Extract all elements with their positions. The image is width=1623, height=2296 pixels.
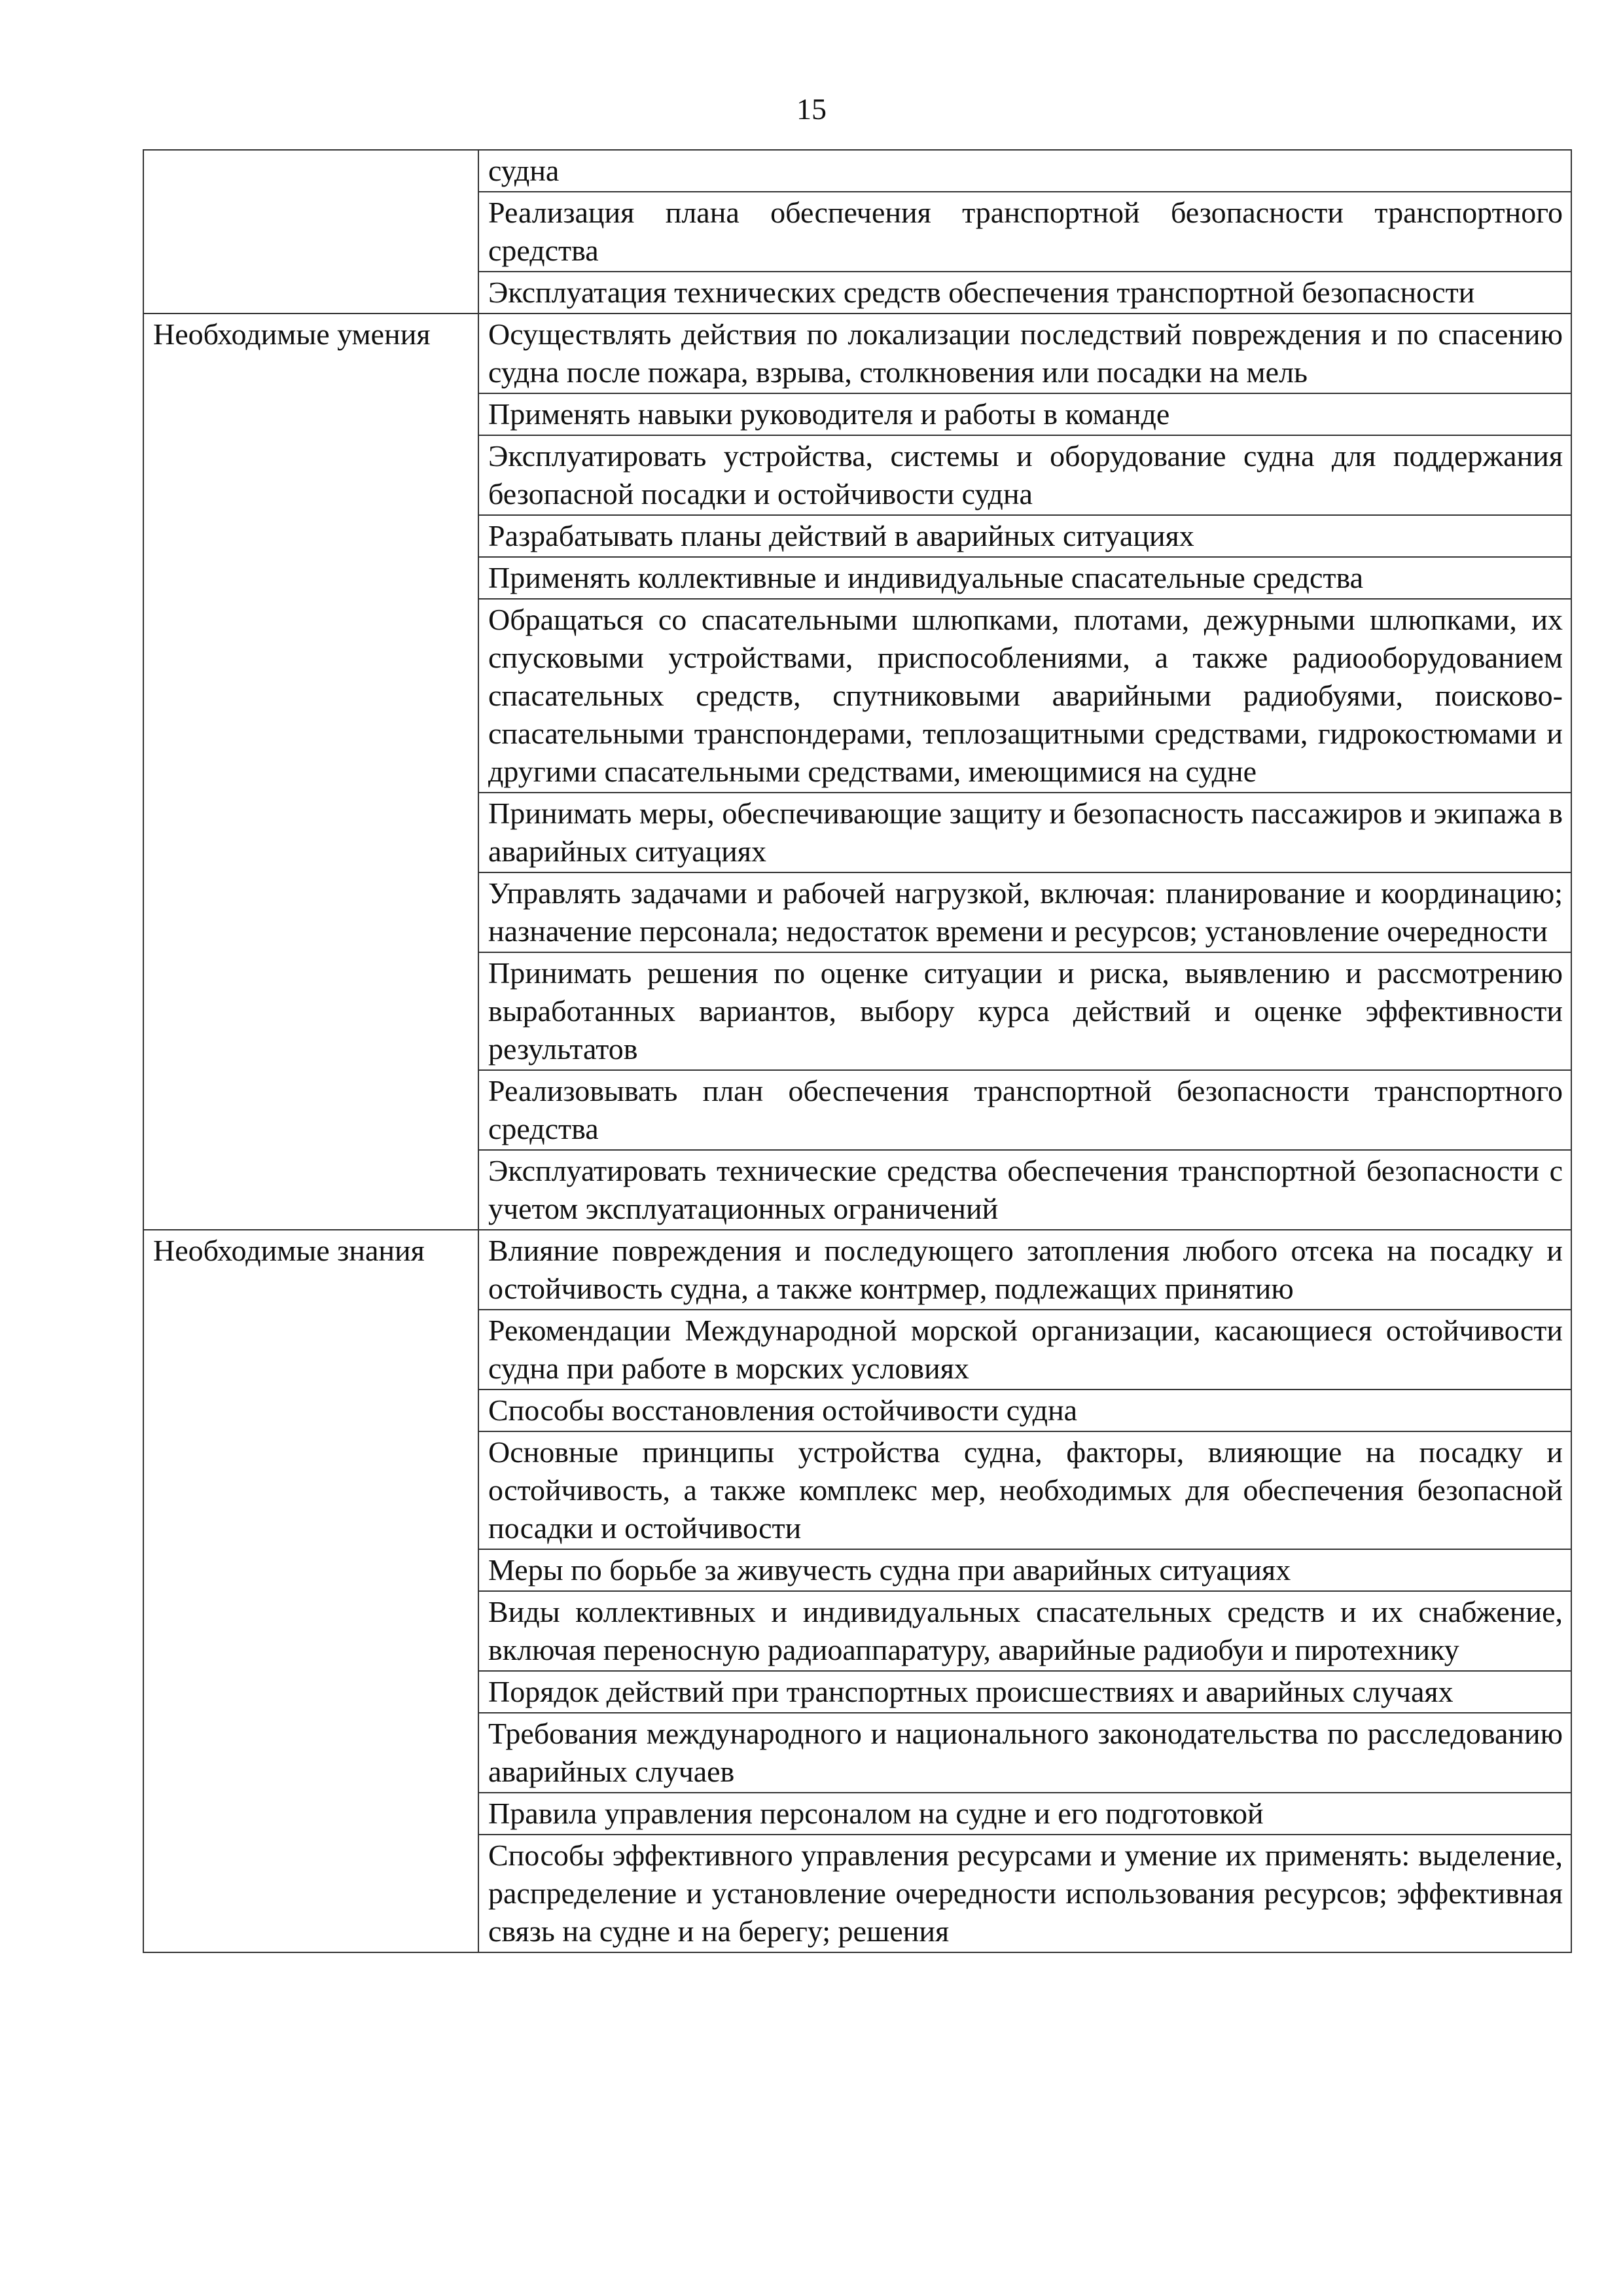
section-label-skills: Необходимые умения [143,314,478,1230]
table-cell-item: Порядок действий при транспортных происшествиях и аварийных случаях [478,1671,1571,1713]
table-cell-item: Обращаться со спасательными шлюпками, плотами, дежурными шлюпками, их спусковыми устройствами, приспособлениями, а также радиооборудованием спасательных средств, спутниковыми аварийными радиобуями, поисково-спасательными транспондерами, теплозащитными средствами, гидрокостюмами и другими спасательными средствами, имеющимися на судне [478,599,1571,793]
table-cell-item: Применять коллективные и индивидуальные спасательные средства [478,557,1571,599]
section-label-knowledge: Необходимые знания [143,1230,478,1952]
table-cell-item: Правила управления персоналом на судне и его подготовкой [478,1793,1571,1835]
section-label-empty [143,150,478,314]
table-cell-item: Реализация плана обеспечения транспортной безопасности транспортного средства [478,192,1571,272]
page-number: 15 [796,92,827,126]
table-cell-item: Управлять задачами и рабочей нагрузкой, включая: планирование и координацию; назначение персонала; недостаток времени и ресурсов; установление очередности [478,872,1571,952]
table-cell-item: Основные принципы устройства судна, факторы, влияющие на посадку и остойчивость, а также комплекс мер, необходимых для обеспечения безопасной посадки и остойчивости [478,1431,1571,1549]
table-cell-item: судна [478,150,1571,192]
table-cell-item: Эксплуатировать устройства, системы и оборудование судна для поддержания безопасной посадки и остойчивости судна [478,435,1571,515]
requirements-table [143,149,1572,1953]
table-cell-item: Влияние повреждения и последующего затопления любого отсека на посадку и остойчивость судна, а также контрмер, подлежащих принятию [478,1230,1571,1310]
table-cell-item: Требования международного и национального законодательства по расследованию аварийных случаев [478,1713,1571,1793]
table-cell-item: Реализовывать план обеспечения транспортной безопасности транспортного средства [478,1070,1571,1150]
table-cell-item: Эксплуатировать технические средства обеспечения транспортной безопасности с учетом эксплуатационных ограничений [478,1150,1571,1230]
table-row [143,314,1571,393]
table-body [143,150,1571,1952]
table-cell-item: Разрабатывать планы действий в аварийных ситуациях [478,515,1571,557]
table-cell-item: Осуществлять действия по локализации последствий повреждения и по спасению судна после пожара, взрыва, столкновения или посадки на мель [478,314,1571,393]
table-cell-item: Рекомендации Международной морской организации, касающиеся остойчивости судна при работе в морских условиях [478,1310,1571,1390]
table-row [143,1230,1571,1310]
table-cell-item: Принимать меры, обеспечивающие защиту и безопасность пассажиров и экипажа в аварийных ситуациях [478,793,1571,872]
table-cell-item: Способы восстановления остойчивости судна [478,1390,1571,1431]
table-cell-item: Способы эффективного управления ресурсами и умение их применять: выделение, распределение и установление очередности использования ресурсов; эффективная связь на судне и на берегу; решения [478,1835,1571,1952]
table-cell-item: Применять навыки руководителя и работы в команде [478,393,1571,435]
table-cell-item: Эксплуатация технических средств обеспечения транспортной безопасности [478,272,1571,314]
table-cell-item: Виды коллективных и индивидуальных спасательных средств и их снабжение, включая переносную радиоаппаратуру, аварийные радиобуи и пиротехнику [478,1591,1571,1671]
table-cell-item: Принимать решения по оценке ситуации и риска, выявлению и рассмотрению выработанных вариантов, выбору курса действий и оценке эффективности результатов [478,952,1571,1070]
table-row [143,150,1571,192]
table-cell-item: Меры по борьбе за живучесть судна при аварийных ситуациях [478,1549,1571,1591]
